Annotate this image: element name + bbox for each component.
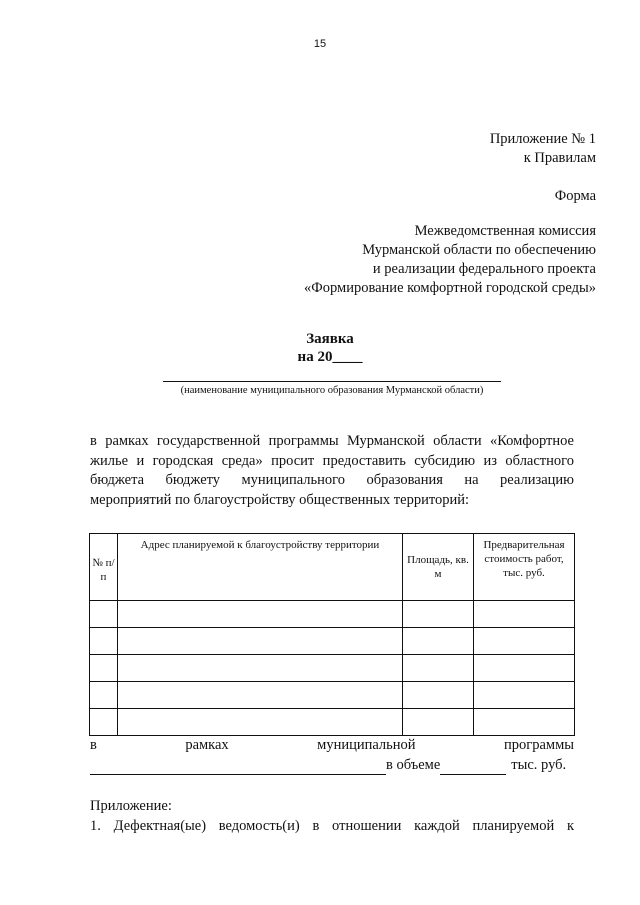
addressee-line: «Формирование комфортной городской среды» xyxy=(304,280,596,296)
table-cell[interactable] xyxy=(474,601,575,628)
header-num: № п/п xyxy=(90,534,118,601)
request-body xyxy=(90,432,574,510)
page-number: 15 xyxy=(313,38,327,50)
table-cell[interactable] xyxy=(118,628,403,655)
table-row xyxy=(90,601,575,628)
addressee-line: и реализации федерального проекта xyxy=(372,261,596,277)
attachment-item: 1. Дефектная(ые) ведомость(и) в отношении каждой планируемой к xyxy=(90,817,574,834)
addressee-line: Мурманской области по обеспечению xyxy=(362,242,596,258)
header-cost: Предварительная стоимость работ, тыс. руб. xyxy=(474,534,575,601)
table-cell[interactable] xyxy=(474,709,575,736)
volume-amount-field[interactable] xyxy=(440,760,506,775)
municipality-caption: (наименование муниципального образования Мурманской области) xyxy=(180,385,484,396)
unit-label: тыс. руб. xyxy=(511,756,567,773)
table-cell[interactable] xyxy=(90,682,118,709)
program-word: рамках xyxy=(185,737,229,753)
table-cell[interactable] xyxy=(90,655,118,682)
table-row xyxy=(90,655,575,682)
table-row xyxy=(90,709,575,736)
territories-table xyxy=(89,533,575,736)
program-word: программы xyxy=(504,737,574,753)
body-line: бюджета бюджету муниципального образования на реализацию xyxy=(90,472,574,488)
form-label: Форма xyxy=(554,188,596,204)
body-line: жилье и городская среда» просит предоставить субсидию из областного xyxy=(90,452,574,469)
program-name-field[interactable] xyxy=(90,760,386,775)
header-address: Адрес планируемой к благоустройству территории xyxy=(118,534,403,601)
appendix-line: к Правилам xyxy=(523,150,596,166)
body-line: в рамках государственной программы Мурманской области «Комфортное xyxy=(90,433,574,449)
table-cell[interactable] xyxy=(474,628,575,655)
program-line-1 xyxy=(90,736,574,756)
table-cell[interactable] xyxy=(403,682,474,709)
table-cell[interactable] xyxy=(118,682,403,709)
document-year: на 20____ xyxy=(297,349,363,365)
program-statement xyxy=(90,736,574,775)
attachments-label: Приложение: xyxy=(90,798,172,814)
table-header-row xyxy=(90,534,575,601)
table-cell[interactable] xyxy=(118,655,403,682)
table-cell[interactable] xyxy=(118,709,403,736)
table-cell[interactable] xyxy=(403,601,474,628)
attachments-section xyxy=(90,797,574,836)
program-word: муниципальной xyxy=(317,737,416,753)
table-cell[interactable] xyxy=(403,655,474,682)
table-cell[interactable] xyxy=(118,601,403,628)
addressee-line: Межведомственная комиссия xyxy=(414,223,596,239)
body-line: мероприятий по благоустройству общественных территорий: xyxy=(90,491,470,508)
table-cell[interactable] xyxy=(474,682,575,709)
program-word: в xyxy=(90,737,97,753)
document-title: Заявка xyxy=(306,331,354,347)
table-cell[interactable] xyxy=(90,709,118,736)
table-cell[interactable] xyxy=(403,628,474,655)
addressee-block xyxy=(304,222,596,298)
table-cell[interactable] xyxy=(90,601,118,628)
table-row xyxy=(90,682,575,709)
volume-label: в объеме xyxy=(386,756,441,773)
table-row xyxy=(90,628,575,655)
program-line-2 xyxy=(90,756,574,776)
appendix-line: Приложение № 1 xyxy=(489,131,596,147)
table-cell[interactable] xyxy=(90,628,118,655)
header-area: Площадь, кв. м xyxy=(403,534,474,601)
table-cell[interactable] xyxy=(474,655,575,682)
table-cell[interactable] xyxy=(403,709,474,736)
municipality-name-field[interactable] xyxy=(163,381,501,382)
appendix-reference xyxy=(490,130,596,168)
